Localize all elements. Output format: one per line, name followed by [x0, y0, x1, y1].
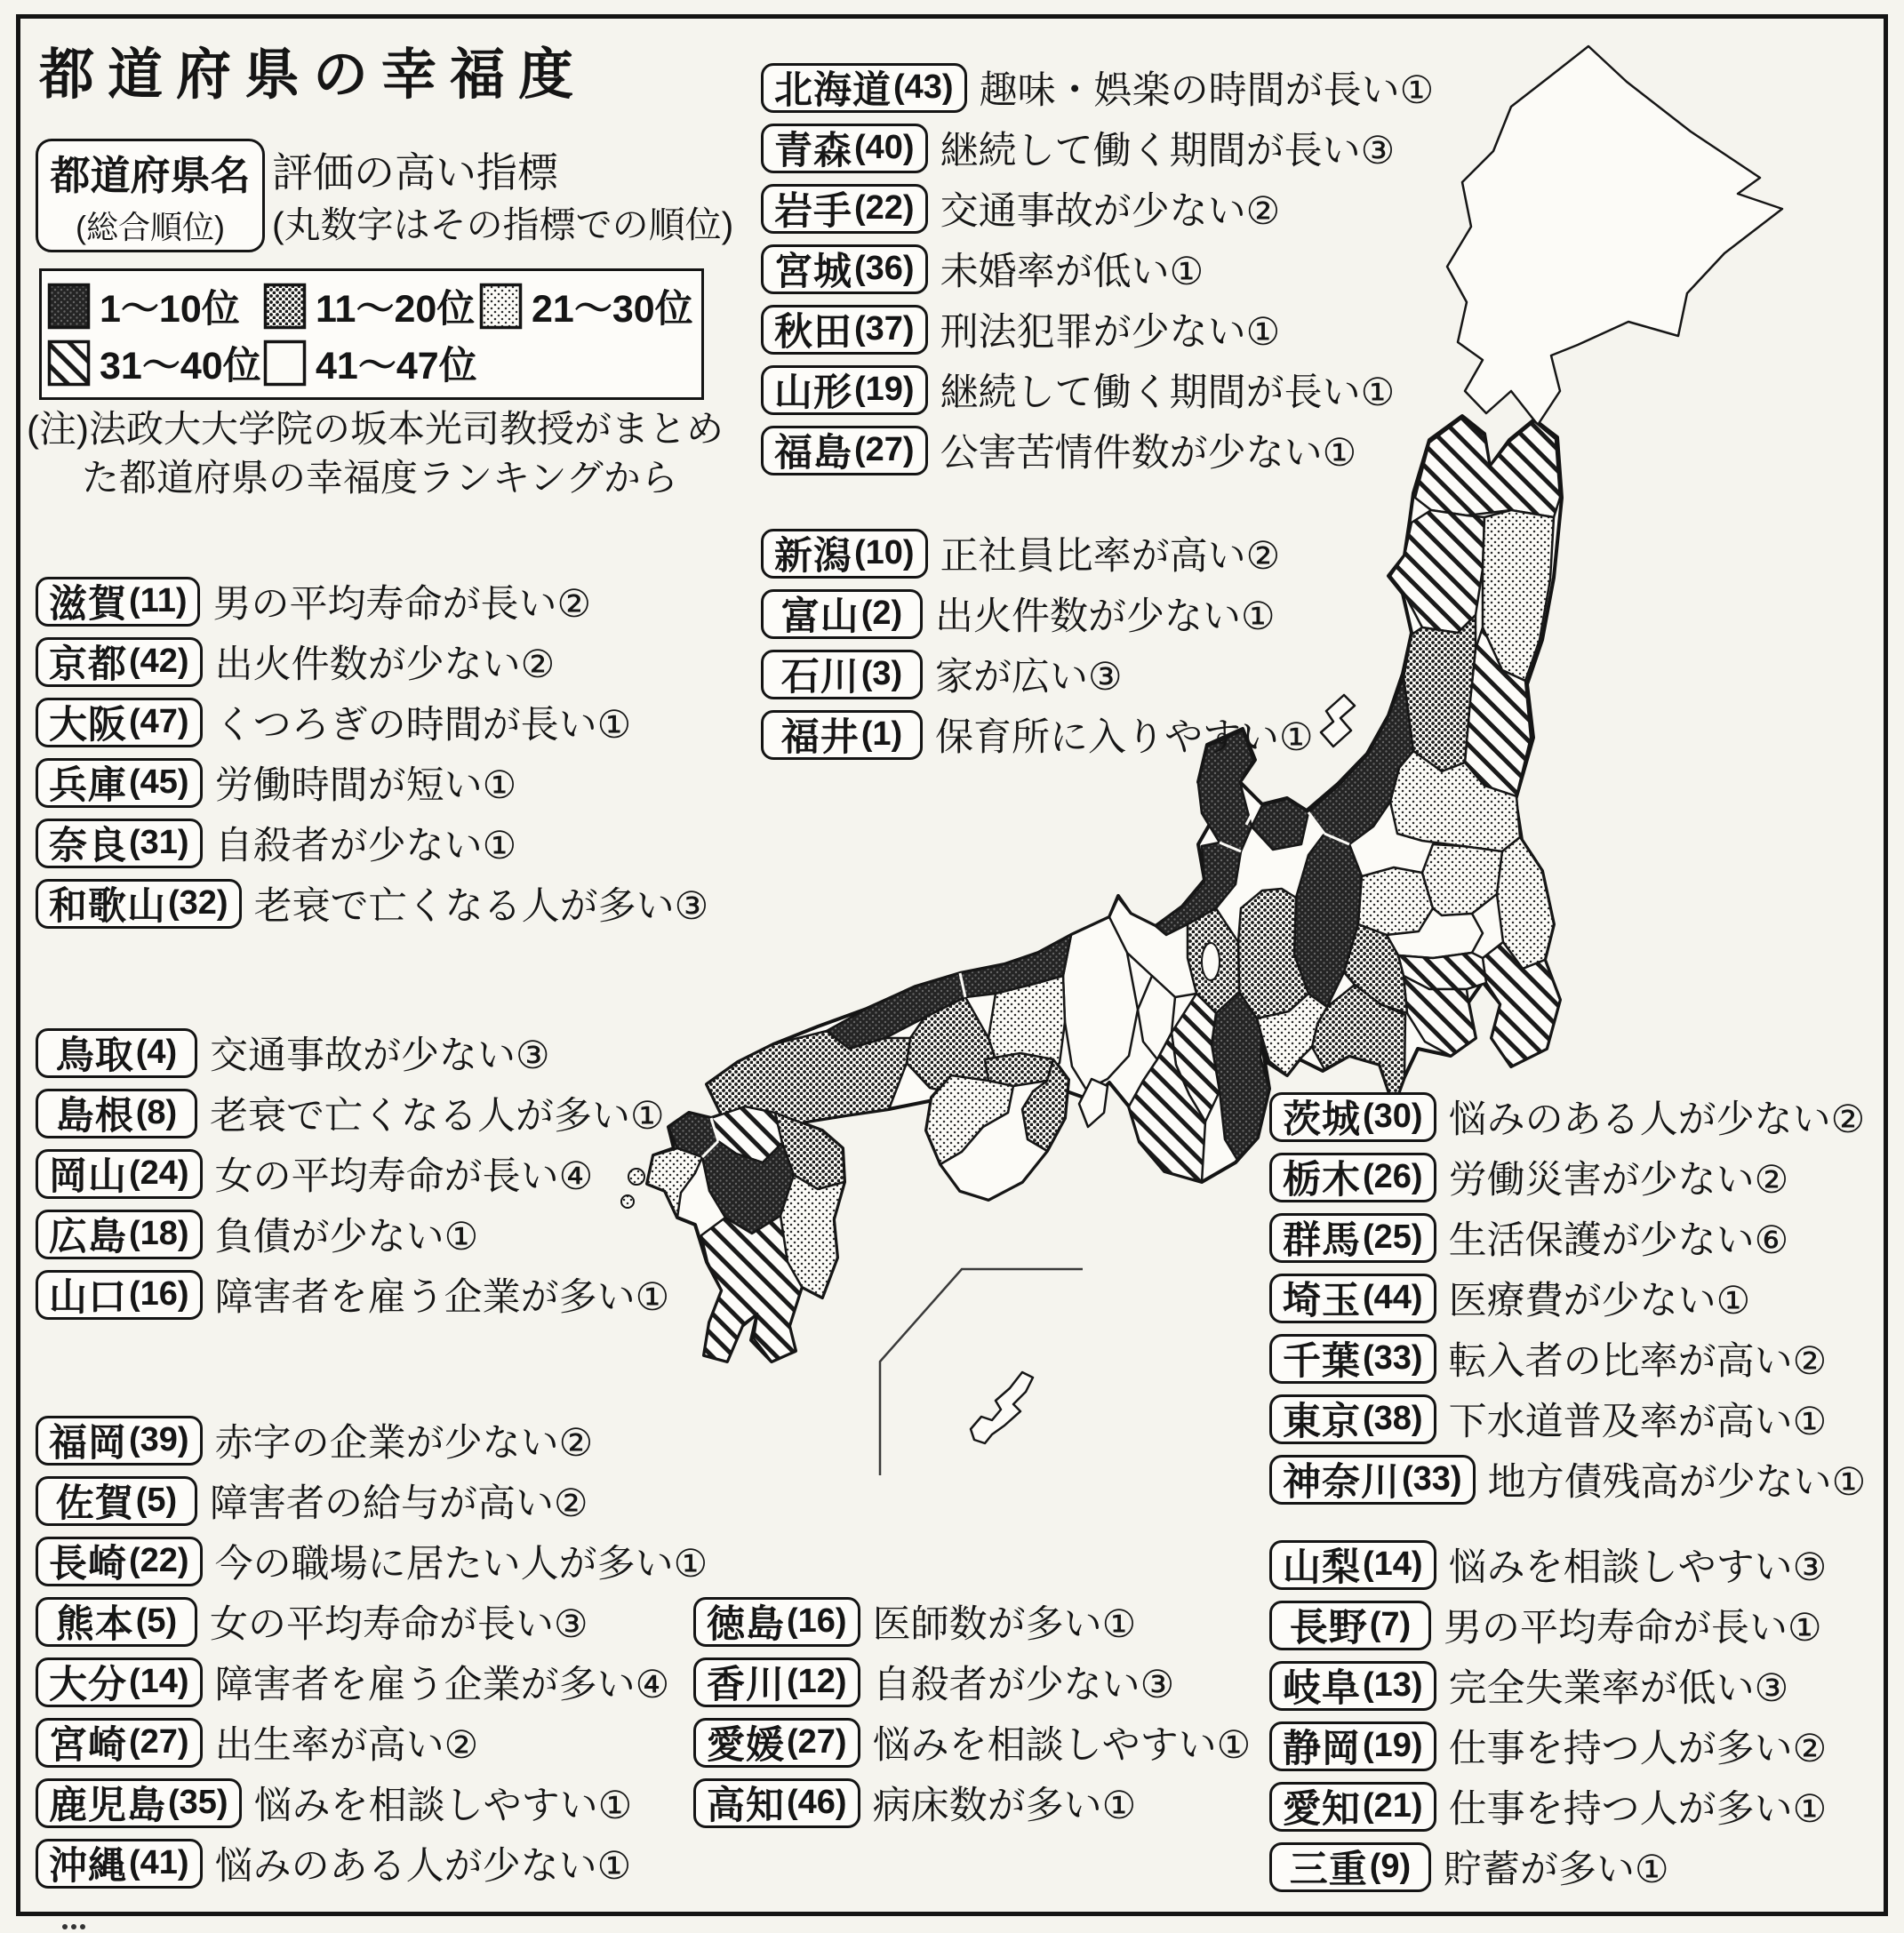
prefecture-overall-rank: (4)	[135, 1034, 178, 1071]
prefecture-overall-rank: (21)	[1363, 1787, 1423, 1825]
prefecture-entry	[1269, 1273, 1866, 1323]
prefecture-name: 香川	[707, 1664, 785, 1706]
prefecture-top-indicator: 老衰で亡くなる人が多い①	[210, 1095, 665, 1138]
prefecture-top-indicator: 未婚率が低い①	[940, 251, 1204, 293]
prefecture-top-indicator: 労働災害が少ない②	[1448, 1159, 1789, 1202]
prefecture-name: 長崎	[49, 1543, 127, 1586]
prefecture-name-box	[1269, 1782, 1436, 1832]
prefecture-name: 岡山	[49, 1155, 127, 1198]
prefecture-overall-rank: (2)	[860, 595, 903, 632]
prefecture-name-box	[761, 124, 928, 173]
prefecture-name-box	[36, 1778, 242, 1828]
prefecture-name: 石川	[780, 656, 860, 699]
prefecture-entry	[761, 244, 1434, 294]
prefecture-top-indicator: 出火件数が少ない②	[214, 643, 556, 686]
sado-island	[1321, 695, 1355, 747]
prefecture-entry	[693, 1717, 1251, 1768]
prefecture-name-box	[1269, 1213, 1436, 1263]
prefecture-entry	[36, 636, 708, 687]
prefecture-top-indicator: 障害者を雇う企業が多い①	[214, 1276, 670, 1319]
column-shikoku	[693, 1596, 1251, 1838]
rank-legend	[39, 268, 704, 400]
prefecture-name-box	[36, 1270, 203, 1320]
prefecture-name: 愛媛	[707, 1724, 785, 1767]
prefecture-name-box	[693, 1718, 860, 1768]
prefecture-entry	[761, 709, 1314, 760]
prefecture-name: 大阪	[49, 704, 127, 747]
prefecture-entry	[36, 1269, 669, 1320]
prefecture-top-indicator: 障害者の給与が高い②	[210, 1482, 588, 1525]
prefecture-overall-rank: (39)	[129, 1421, 189, 1458]
legend-swatch-icon	[47, 282, 92, 331]
prefecture-name: 鹿児島	[49, 1785, 166, 1827]
prefecture-name-box	[761, 426, 928, 475]
column-hokkaido-tohoku	[761, 62, 1434, 485]
prefecture-overall-rank: (26)	[1363, 1158, 1423, 1195]
scan-artifact	[62, 1918, 98, 1925]
prefecture-name: 奈良	[49, 825, 127, 867]
prefecture-name-box	[1269, 1540, 1436, 1590]
prefecture-overall-rank: (19)	[854, 371, 915, 408]
prefecture-name-box	[1269, 1274, 1436, 1323]
column-chubu	[1269, 1539, 1827, 1902]
prefecture-name-box	[36, 1149, 203, 1199]
prefecture-name-box	[1269, 1394, 1436, 1444]
key-description	[272, 146, 733, 250]
prefecture-name: 富山	[780, 595, 860, 638]
source-note	[27, 405, 724, 502]
prefecture-name: 島根	[55, 1095, 134, 1138]
prefecture-entry	[36, 1536, 708, 1586]
prefecture-overall-rank: (33)	[1402, 1460, 1462, 1498]
okinawa-inset-frame	[880, 1269, 1083, 1475]
prefecture-top-indicator: 自殺者が少ない①	[214, 825, 517, 867]
prefecture-name: 滋賀	[49, 583, 127, 626]
prefecture-entry	[1269, 1212, 1866, 1263]
prefecture-name: 山形	[774, 371, 852, 414]
prefecture-name-box	[761, 305, 928, 355]
prefecture-name: 沖縄	[49, 1845, 127, 1888]
prefecture-overall-rank: (22)	[129, 1542, 189, 1579]
prefecture-name: 福井	[780, 716, 860, 759]
prefecture-name-box	[36, 1210, 203, 1259]
prefecture-overall-rank: (24)	[129, 1154, 189, 1192]
prefecture-name-box	[1269, 1661, 1436, 1711]
legend-item	[47, 334, 263, 391]
column-hokuriku	[761, 528, 1314, 770]
prefecture-overall-rank: (12)	[787, 1663, 847, 1700]
prefecture-entry	[761, 528, 1314, 579]
prefecture-name-box	[36, 577, 200, 627]
prefecture-entry	[36, 1657, 708, 1707]
prefecture-overall-rank: (8)	[135, 1094, 178, 1131]
prefecture-top-indicator: 地方債残高が少ない①	[1487, 1461, 1867, 1504]
prefecture-top-indicator: 病床数が多い①	[872, 1785, 1137, 1827]
prefecture-name: 新潟	[774, 535, 852, 578]
legend-swatch-icon	[263, 282, 308, 331]
prefecture-overall-rank: (27)	[129, 1723, 189, 1761]
prefecture-name-box	[36, 819, 203, 868]
prefecture-name: 静岡	[1283, 1728, 1361, 1770]
prefecture-name: 秋田	[774, 311, 852, 354]
prefecture-name: 福岡	[49, 1422, 127, 1465]
prefecture-top-indicator: 交通事故が少ない②	[940, 190, 1281, 233]
legend-swatch-icon	[479, 282, 524, 331]
prefecture-overall-rank: (47)	[129, 703, 189, 740]
prefecture-entry	[761, 183, 1434, 234]
prefecture-top-indicator: 家が広い③	[935, 656, 1123, 699]
map-region-akita	[1390, 510, 1484, 633]
prefecture-name: 三重	[1289, 1849, 1368, 1891]
prefecture-name: 徳島	[707, 1603, 785, 1646]
prefecture-top-indicator: 刑法犯罪が少ない①	[940, 311, 1281, 354]
prefecture-overall-rank: (1)	[860, 715, 903, 753]
prefecture-name: 宮城	[774, 251, 852, 293]
prefecture-name-box	[693, 1778, 860, 1828]
prefecture-top-indicator: 生活保護が少ない⑥	[1448, 1219, 1789, 1262]
prefecture-name: 佐賀	[55, 1482, 134, 1525]
prefecture-overall-rank: (7)	[1369, 1606, 1412, 1643]
prefecture-entry	[1269, 1781, 1827, 1832]
prefecture-overall-rank: (46)	[787, 1784, 847, 1821]
prefecture-name: 東京	[1283, 1401, 1361, 1443]
prefecture-overall-rank: (16)	[787, 1602, 847, 1640]
prefecture-top-indicator: 自殺者が少ない③	[872, 1664, 1175, 1706]
legend-item	[263, 277, 479, 334]
prefecture-overall-rank: (5)	[135, 1602, 178, 1640]
prefecture-overall-rank: (35)	[168, 1784, 228, 1821]
prefecture-entry	[761, 123, 1434, 173]
prefecture-name: 京都	[49, 643, 127, 686]
prefecture-top-indicator: 悩みのある人が少ない②	[1448, 1098, 1866, 1141]
prefecture-name-box	[693, 1597, 860, 1647]
prefecture-name: 千葉	[1283, 1340, 1361, 1383]
prefecture-name: 長野	[1289, 1607, 1368, 1649]
prefecture-name-box	[36, 758, 203, 808]
prefecture-top-indicator: 趣味・娯楽の時間が長い①	[979, 69, 1435, 112]
prefecture-name-box	[36, 1537, 203, 1586]
prefecture-entry	[36, 1027, 669, 1078]
prefecture-overall-rank: (33)	[1363, 1339, 1423, 1377]
prefecture-overall-rank: (14)	[129, 1663, 189, 1700]
prefecture-entry	[36, 1415, 708, 1466]
prefecture-entry	[1269, 1152, 1866, 1202]
prefecture-name-box	[36, 1416, 203, 1466]
prefecture-name: 福島	[774, 432, 852, 475]
prefecture-overall-rank: (30)	[1363, 1098, 1423, 1135]
prefecture-name: 神奈川	[1283, 1461, 1400, 1504]
prefecture-top-indicator: 負債が少ない①	[214, 1216, 479, 1258]
prefecture-name: 岐阜	[1283, 1667, 1361, 1710]
legend-item	[263, 334, 479, 391]
prefecture-top-indicator: 男の平均寿命が長い②	[212, 583, 592, 626]
legend-range-label: 41〜47位	[316, 344, 477, 387]
prefecture-entry	[36, 1088, 669, 1138]
key-box	[36, 139, 265, 252]
prefecture-overall-rank: (3)	[860, 655, 903, 692]
prefecture-name: 鳥取	[55, 1034, 134, 1077]
legend-range-label: 21〜30位	[532, 287, 693, 331]
prefecture-name-box	[761, 529, 928, 579]
prefecture-name-box	[36, 698, 203, 747]
prefecture-name: 和歌山	[49, 885, 166, 928]
prefecture-overall-rank: (45)	[129, 763, 189, 801]
prefecture-entry	[693, 1596, 1251, 1647]
prefecture-top-indicator: 悩みを相談しやすい①	[253, 1785, 633, 1827]
prefecture-entry	[761, 649, 1314, 699]
prefecture-top-indicator: 交通事故が少ない③	[210, 1034, 550, 1077]
prefecture-name-box	[36, 1657, 203, 1707]
prefecture-name-box	[36, 1476, 197, 1526]
prefecture-top-indicator: くつろぎの時間が長い①	[214, 704, 632, 747]
prefecture-top-indicator: 医療費が少ない①	[1448, 1280, 1751, 1322]
prefecture-entry	[761, 588, 1314, 639]
prefecture-overall-rank: (41)	[129, 1844, 189, 1881]
prefecture-name-box	[1269, 1334, 1436, 1384]
legend-item	[47, 277, 263, 334]
prefecture-top-indicator: 悩みのある人が少ない①	[214, 1845, 632, 1888]
prefecture-name-box	[761, 63, 967, 113]
prefecture-overall-rank: (19)	[1363, 1727, 1423, 1764]
prefecture-entry	[1269, 1721, 1827, 1771]
prefecture-overall-rank: (27)	[854, 431, 915, 468]
prefecture-name: 愛知	[1283, 1788, 1361, 1831]
prefecture-name: 群馬	[1283, 1219, 1361, 1262]
prefecture-entry	[36, 1209, 669, 1259]
prefecture-entry	[761, 425, 1434, 475]
prefecture-top-indicator: 悩みを相談しやすい①	[872, 1724, 1252, 1767]
prefecture-entry	[36, 1148, 669, 1199]
prefecture-top-indicator: 仕事を持つ人が多い①	[1448, 1788, 1828, 1831]
prefecture-name: 熊本	[55, 1603, 134, 1646]
prefecture-name-box	[761, 244, 928, 294]
prefecture-name-box	[1269, 1455, 1476, 1505]
prefecture-name: 山口	[49, 1276, 127, 1319]
prefecture-entry	[1269, 1333, 1866, 1384]
prefecture-entry	[761, 364, 1434, 415]
prefecture-name-box	[36, 637, 203, 687]
prefecture-top-indicator: 出生率が高い②	[214, 1724, 479, 1767]
prefecture-name-box	[36, 1089, 197, 1138]
prefecture-top-indicator: 女の平均寿命が長い④	[214, 1155, 594, 1198]
prefecture-name: 兵庫	[49, 764, 127, 807]
prefecture-overall-rank: (18)	[129, 1215, 189, 1252]
prefecture-top-indicator: 赤字の企業が少ない②	[214, 1422, 594, 1465]
prefecture-overall-rank: (44)	[1363, 1279, 1423, 1316]
prefecture-top-indicator: 貯蓄が多い①	[1444, 1849, 1669, 1891]
prefecture-top-indicator: 継続して働く期間が長い①	[940, 371, 1396, 414]
legend-range-label: 1〜10位	[100, 287, 240, 331]
prefecture-top-indicator: 出火件数が少ない①	[935, 595, 1276, 638]
legend-range-label: 11〜20位	[316, 287, 476, 331]
prefecture-top-indicator: 正社員比率が高い②	[940, 535, 1281, 578]
prefecture-overall-rank: (13)	[1363, 1666, 1423, 1704]
prefecture-entry	[36, 1717, 708, 1768]
prefecture-overall-rank: (14)	[1363, 1546, 1423, 1583]
prefecture-name-box	[761, 365, 928, 415]
prefecture-top-indicator: 障害者を雇う企業が多い④	[214, 1664, 670, 1706]
lake-biwa	[1202, 943, 1220, 980]
source-note-line1: (注)法政大大学院の坂本光司教授がまとめ	[27, 408, 724, 450]
prefecture-overall-rank: (38)	[1363, 1400, 1423, 1437]
prefecture-top-indicator: 労働時間が短い①	[214, 764, 517, 807]
prefecture-top-indicator: 保育所に入りやすい①	[935, 716, 1314, 759]
prefecture-name: 広島	[49, 1216, 127, 1258]
prefecture-top-indicator: 公害苦情件数が少ない①	[940, 432, 1357, 475]
prefecture-entry	[36, 697, 708, 747]
prefecture-name-box	[36, 1597, 197, 1647]
prefecture-name-box	[36, 1839, 203, 1889]
prefecture-name: 山梨	[1283, 1546, 1361, 1589]
prefecture-entry	[36, 757, 708, 808]
prefecture-name-box	[36, 1718, 203, 1768]
prefecture-name: 岩手	[774, 190, 852, 233]
prefecture-name-box	[1269, 1153, 1436, 1202]
prefecture-entry	[1269, 1841, 1827, 1892]
prefecture-overall-rank: (10)	[854, 534, 915, 571]
prefecture-name: 北海道	[774, 69, 892, 112]
source-note-line2: た都道府県の幸福度ランキングから	[82, 456, 678, 499]
page-title: 都道府県の幸福度	[39, 44, 588, 106]
prefecture-name-box	[36, 1028, 197, 1078]
prefecture-overall-rank: (5)	[135, 1482, 178, 1519]
prefecture-name: 青森	[774, 130, 852, 172]
prefecture-overall-rank: (27)	[787, 1723, 847, 1761]
prefecture-top-indicator: 男の平均寿命が長い①	[1444, 1607, 1822, 1649]
prefecture-top-indicator: 医師数が多い①	[872, 1603, 1137, 1646]
prefecture-overall-rank: (40)	[854, 129, 915, 166]
prefecture-overall-rank: (22)	[854, 189, 915, 227]
map-region-okinawa	[971, 1372, 1033, 1443]
prefecture-overall-rank: (36)	[854, 250, 915, 287]
prefecture-entry	[1269, 1600, 1827, 1650]
prefecture-top-indicator: 継続して働く期間が長い③	[940, 130, 1396, 172]
prefecture-entry	[36, 878, 708, 929]
column-chugoku	[36, 1027, 669, 1330]
prefecture-overall-rank: (16)	[129, 1275, 189, 1313]
key-desc-line2: (丸数字はその指標での順位)	[272, 204, 734, 245]
prefecture-entry	[1269, 1539, 1827, 1590]
prefecture-name-box	[36, 879, 242, 929]
prefecture-entry	[761, 304, 1434, 355]
column-kyushu-okinawa	[36, 1415, 708, 1898]
key-overall-rank-label: (総合順位)	[76, 209, 225, 245]
prefecture-entry	[36, 1475, 708, 1526]
legend-swatch-icon	[47, 339, 92, 387]
prefecture-entry	[1269, 1660, 1827, 1711]
prefecture-entry	[693, 1657, 1251, 1707]
prefecture-overall-rank: (42)	[129, 643, 189, 680]
prefecture-name-box	[761, 710, 923, 760]
prefecture-entry	[36, 1777, 708, 1828]
key-desc-line1: 評価の高い指標	[272, 149, 558, 196]
map-region-hokkaido	[1447, 46, 1782, 425]
prefecture-name: 埼玉	[1283, 1280, 1361, 1322]
prefecture-entry	[36, 576, 708, 627]
prefecture-name-box	[1269, 1721, 1436, 1771]
prefecture-overall-rank: (25)	[1363, 1218, 1423, 1256]
column-kinki	[36, 576, 708, 939]
prefecture-entry	[36, 1596, 708, 1647]
prefecture-overall-rank: (31)	[129, 824, 189, 861]
prefecture-name: 宮崎	[49, 1724, 127, 1767]
prefecture-name: 高知	[707, 1785, 785, 1827]
prefecture-overall-rank: (11)	[129, 582, 188, 619]
prefecture-overall-rank: (9)	[1369, 1848, 1412, 1885]
prefecture-entry	[1269, 1091, 1866, 1142]
column-kanto	[1269, 1091, 1866, 1514]
key-prefecture-label: 都道府県名	[50, 153, 251, 198]
prefecture-top-indicator: 仕事を持つ人が多い②	[1448, 1728, 1828, 1770]
prefecture-top-indicator: 完全失業率が低い③	[1448, 1667, 1789, 1710]
legend-item	[479, 277, 695, 334]
prefecture-name-box	[761, 589, 923, 639]
legend-range-label: 31〜40位	[100, 344, 261, 387]
prefecture-entry	[693, 1777, 1251, 1828]
prefecture-top-indicator: 老衰で亡くなる人が多い③	[253, 885, 709, 928]
prefecture-overall-rank: (37)	[854, 310, 915, 347]
prefecture-overall-rank: (32)	[168, 884, 228, 922]
prefecture-name-box	[1269, 1092, 1436, 1142]
prefecture-entry	[36, 1838, 708, 1889]
prefecture-name-box	[1269, 1601, 1431, 1650]
prefecture-top-indicator: 転入者の比率が高い②	[1448, 1340, 1828, 1383]
prefecture-name: 大分	[49, 1664, 127, 1706]
prefecture-name-box	[761, 184, 928, 234]
prefecture-name: 栃木	[1283, 1159, 1361, 1202]
prefecture-top-indicator: 今の職場に居たい人が多い①	[214, 1543, 708, 1586]
prefecture-entry	[1269, 1394, 1866, 1444]
prefecture-entry	[761, 62, 1434, 113]
prefecture-name-box	[761, 650, 923, 699]
prefecture-overall-rank: (43)	[893, 68, 954, 106]
map-region-yamagata	[1404, 615, 1476, 771]
prefecture-top-indicator: 女の平均寿命が長い③	[210, 1603, 588, 1646]
prefecture-entry	[36, 818, 708, 868]
prefecture-top-indicator: 下水道普及率が高い①	[1448, 1401, 1828, 1443]
prefecture-name: 茨城	[1283, 1098, 1361, 1141]
prefecture-name-box	[693, 1657, 860, 1707]
prefecture-entry	[1269, 1454, 1866, 1505]
prefecture-top-indicator: 悩みを相談しやすい③	[1448, 1546, 1828, 1589]
prefecture-name-box	[1269, 1842, 1431, 1892]
legend-swatch-icon	[263, 339, 308, 387]
